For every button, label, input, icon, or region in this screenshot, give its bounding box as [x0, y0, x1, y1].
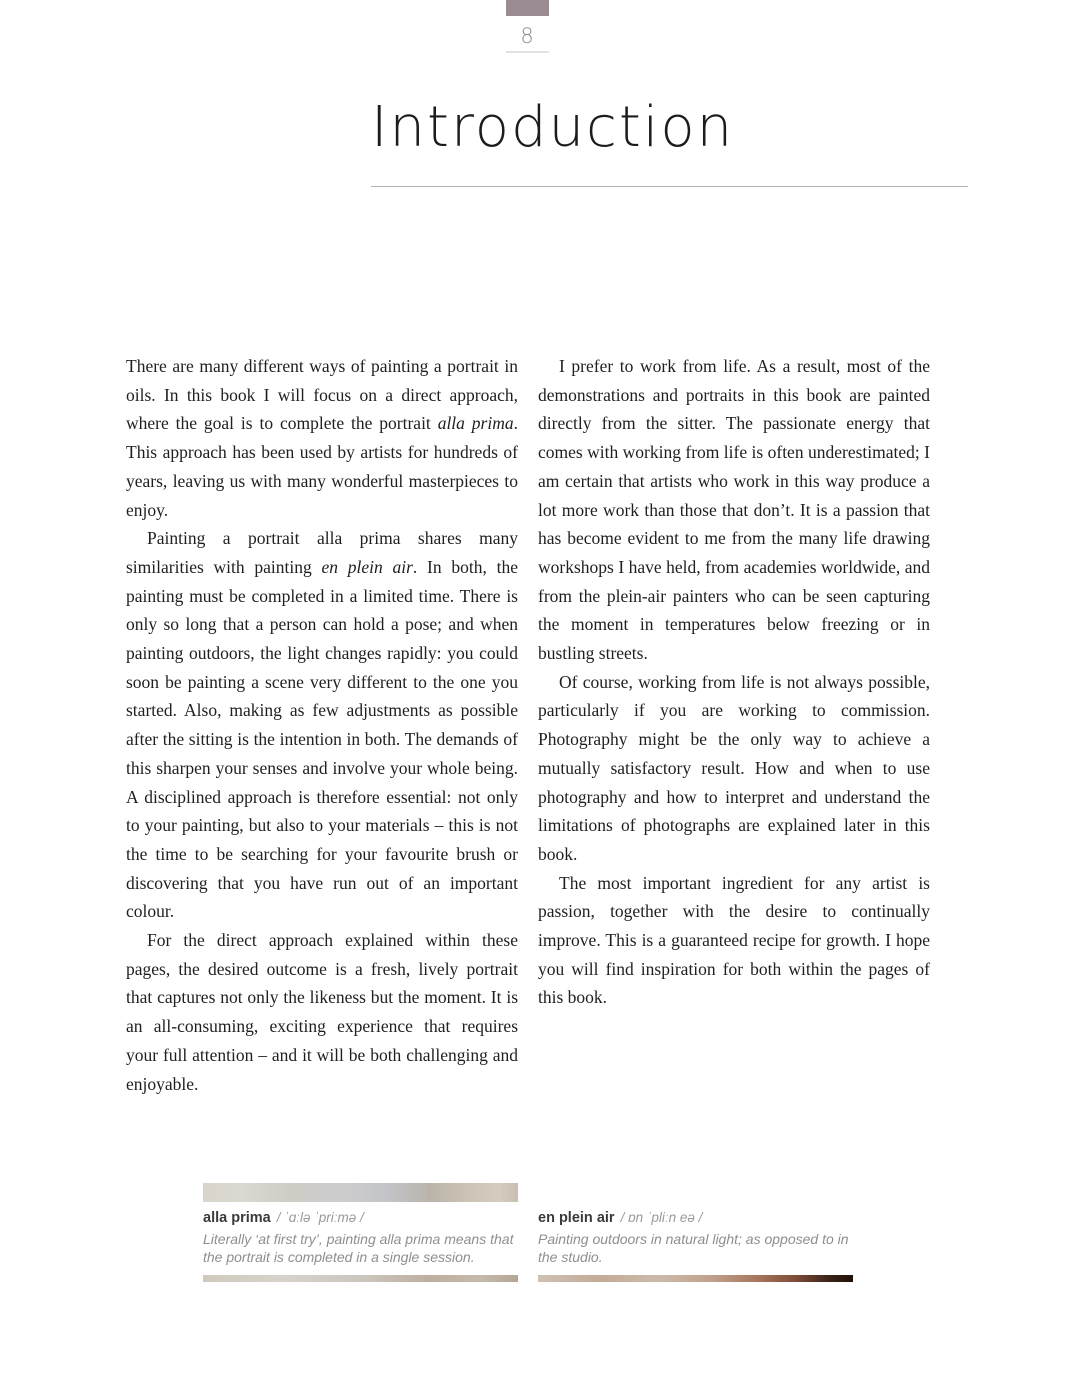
body-paragraph — [126, 524, 518, 926]
glossary-term: alla prima — [203, 1210, 271, 1226]
body-paragraph — [538, 869, 930, 1013]
text-run: I prefer to work from life. As a result, most of the demonstrations and portraits in this book are painted directly from the sitter. The passionate energy that comes with working from life is often underestimated; I am certain that artists who work in this way produce a lot more work than those that don’t. It is a passion that has become evident to me from the many life drawing workshops I have held, from academies worldwide, and from the plein-air painters who can be seen capturing the moment in temperatures below freezing or in bustling streets. — [538, 356, 930, 664]
text-run: Painting a portrait alla prima shares many similarities with painting — [126, 528, 518, 577]
glossary-term: en plein air — [538, 1210, 615, 1226]
painting-detail-strip — [203, 1183, 518, 1202]
page-number: 8 — [520, 24, 535, 48]
text-run: The most important ingredient for any artist is passion, together with the desire to continually improve. This is a guaranteed recipe for growth. I hope you will find inspiration for both within the pages of this book. — [538, 872, 930, 1008]
glossary-term-row — [203, 1209, 518, 1227]
page-number-underline — [506, 51, 549, 53]
glossary-entry — [538, 1183, 853, 1282]
glossary-definition: Literally ‘at first try’, painting alla prima means that the portrait is completed in a single session. — [203, 1231, 514, 1265]
painting-detail-strip — [538, 1183, 853, 1202]
body-paragraph — [126, 926, 518, 1098]
text-run: . This approach has been used by artists for hundreds of years, leaving us with many wonderful masterpieces to enjoy. — [126, 413, 518, 520]
text-run: For the direct approach explained within these pages, the desired outcome is a fresh, lively portrait that captures not only the likeness but the moment. It is an all-consuming, exciting experience that requires your full attention – and it will be both challenging and enjoyable. — [126, 930, 518, 1094]
glossary-term-row — [538, 1209, 853, 1227]
glossary-entry — [203, 1183, 518, 1282]
glossary-definition: Painting outdoors in natural light; as opposed to in the studio. — [538, 1231, 849, 1265]
body-paragraph — [126, 352, 518, 524]
chapter-title: Introduction — [371, 95, 735, 160]
text-run: . In both, the painting must be completed in a limited time. There is only so long that a person can hold a pose; and when painting outdoors, the light changes rapidly: you could soon be painting a scene very different to the one you started. Also, making as few adjustments as possible after the sitting is the intention in both. The demands of this sharpen your senses and involve your whole being. A disciplined approach is therefore essential: not only to your painting, but also to your materials – this is not the time to be searching for your favourite brush or discovering that you have run out of an important colour. — [126, 556, 518, 922]
text-column-right — [538, 352, 930, 1098]
body-text-columns — [126, 352, 930, 1098]
glossary-pronunciation: / ɒn ˈpliːn eə / — [620, 1210, 703, 1225]
text-column-left — [126, 352, 518, 1098]
italic-term: alla prima — [437, 413, 514, 434]
body-paragraph — [538, 352, 930, 668]
italic-term: en plein air — [321, 556, 413, 577]
painting-detail-strip — [538, 1275, 853, 1282]
body-paragraph — [538, 668, 930, 869]
painting-detail-strip — [203, 1275, 518, 1282]
text-run: There are many different ways of painting a portrait in oils. In this book I will focus on a direct approach, where the goal is to complete the portrait — [126, 356, 518, 434]
title-divider-rule — [371, 186, 968, 187]
text-run: Of course, working from life is not always possible, particularly if you are working to commission. Photography might be the only way to achieve a mutually satisfactory result. How and when to use photography and how to interpret and understand the limitations of photographs are explained later in this book. — [538, 671, 930, 864]
chapter-marker-block — [506, 0, 549, 16]
glossary-pronunciation: / ˈɑːlə ˈpriːmə / — [276, 1210, 364, 1225]
